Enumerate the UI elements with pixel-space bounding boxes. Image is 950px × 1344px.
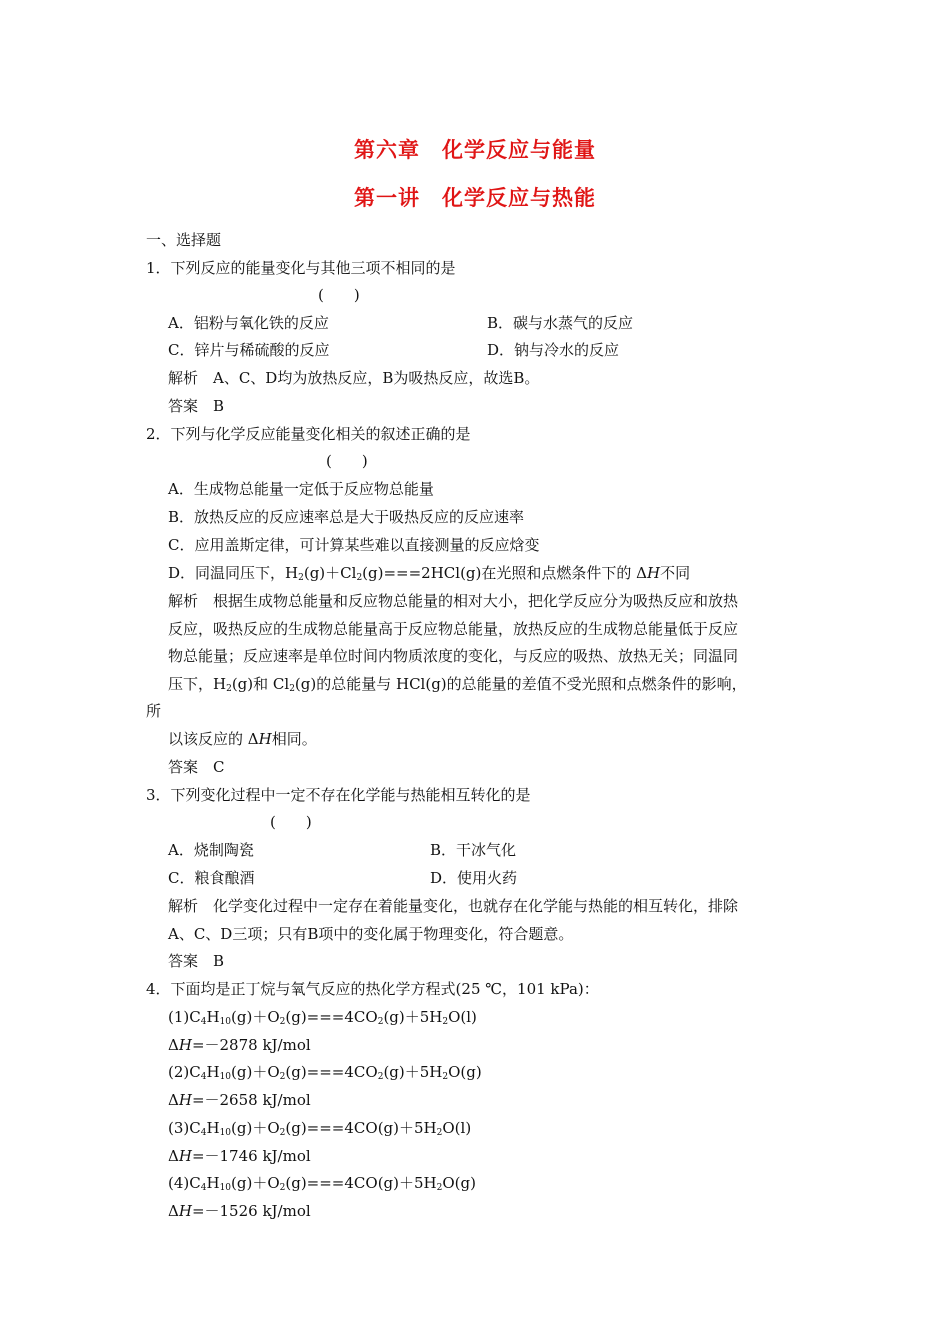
q1-stem: 1．下列反应的能量变化与其他三项不相同的是 — [146, 259, 456, 277]
q2-option-d: D．同温同压下，$H_2(g)+Cl_2(g)===2HCl(g)$在光照和点燃条件下的 ΔH不同 — [168, 564, 691, 583]
q4-enthalpy-3: ΔH=－1746 kJ/mol — [168, 1147, 311, 1165]
q3-stem: 3．下列变化过程中一定不存在化学能与热能相互转化的是 — [146, 786, 531, 804]
q3-option-d: D．使用火药 — [430, 869, 518, 887]
q4-enthalpy-4: ΔH=－1526 kJ/mol — [168, 1202, 311, 1220]
q4-equation-4: $(4)C_4H_{10}(g)+O_2(g)===4CO(g)+5H_2O(g)$ — [168, 1174, 476, 1193]
q1-option-a: A．铝粉与氧化铁的反应 — [168, 314, 329, 332]
q3-analysis-line-1: 解析 化学变化过程中一定存在着能量变化，也就存在化学能与热能的相互转化，排除 — [168, 897, 739, 915]
q2-analysis-line-3: 物总能量；反应速率是单位时间内物质浓度的变化，与反应的吸热、放热无关；同温同 — [168, 647, 739, 665]
q3-bracket: ( ) — [270, 813, 312, 831]
q2-analysis-line-1: 解析 根据生成物总能量和反应物总能量的相对大小，把化学反应分为吸热反应和放热 — [168, 592, 739, 610]
q2-analysis-line-5: 所 — [146, 702, 162, 720]
q4-stem: 4．下面均是正丁烷与氧气反应的热化学方程式(25 ℃，101 kPa)： — [146, 980, 599, 998]
q2-bracket: ( ) — [326, 452, 368, 470]
q4-equation-3: $(3)C_4H_{10}(g)+O_2(g)===4CO(g)+5H_2O(l)$ — [168, 1119, 472, 1138]
q4-equation-2: $(2)C_4H_{10}(g)+O_2(g)===4CO_2(g)+5H_2O(g)$ — [168, 1063, 482, 1082]
q2-answer: 答案 C — [168, 758, 225, 776]
q1-bracket: ( ) — [318, 286, 360, 304]
q2-analysis-line-6: 以该反应的 ΔH相同。 — [168, 730, 317, 748]
q3-answer: 答案 B — [168, 952, 225, 970]
q4-equation-1: $(1)C_4H_{10}(g)+O_2(g)===4CO_2(g)+5H_2O(l)$ — [168, 1008, 477, 1027]
q2-stem: 2．下列与化学反应能量变化相关的叙述正确的是 — [146, 425, 471, 443]
q1-answer: 答案 B — [168, 397, 225, 415]
q2-analysis-line-2: 反应，吸热反应的生成物总能量高于反应物总能量，放热反应的生成物总能量低于反应 — [168, 620, 739, 638]
q2-option-c: C．应用盖斯定律，可计算某些难以直接测量的反应焓变 — [168, 536, 540, 554]
q1-option-b: B．碳与水蒸气的反应 — [487, 314, 634, 332]
q1-option-d: D．钠与冷水的反应 — [487, 341, 620, 359]
q3-option-c: C．粮食酿酒 — [168, 869, 255, 887]
section-heading: 一、选择题 — [146, 231, 222, 249]
q4-enthalpy-2: ΔH=－2658 kJ/mol — [168, 1091, 311, 1109]
q2-option-a: A．生成物总能量一定低于反应物总能量 — [168, 480, 434, 498]
q1-analysis: 解析 A、C、D均为放热反应，B为吸热反应，故选B。 — [168, 369, 540, 387]
q2-analysis-line-4: 压下，$H_2(g)$和 $Cl_2(g)$的总能量与 HCl(g)的总能量的差值不受光照和点燃条件的影响， — [168, 675, 747, 694]
q3-analysis-line-2: A、C、D三项；只有B项中的变化属于物理变化，符合题意。 — [168, 925, 574, 943]
q4-enthalpy-1: ΔH=－2878 kJ/mol — [168, 1036, 311, 1054]
q2-option-b: B．放热反应的反应速率总是大于吸热反应的反应速率 — [168, 508, 525, 526]
chapter-title: 第六章 化学反应与能量 — [354, 138, 596, 162]
q3-option-a: A．烧制陶瓷 — [168, 841, 254, 859]
q1-option-c: C．锌片与稀硫酸的反应 — [168, 341, 330, 359]
q3-option-b: B．干冰气化 — [430, 841, 517, 859]
lecture-title: 第一讲 化学反应与热能 — [354, 186, 596, 210]
